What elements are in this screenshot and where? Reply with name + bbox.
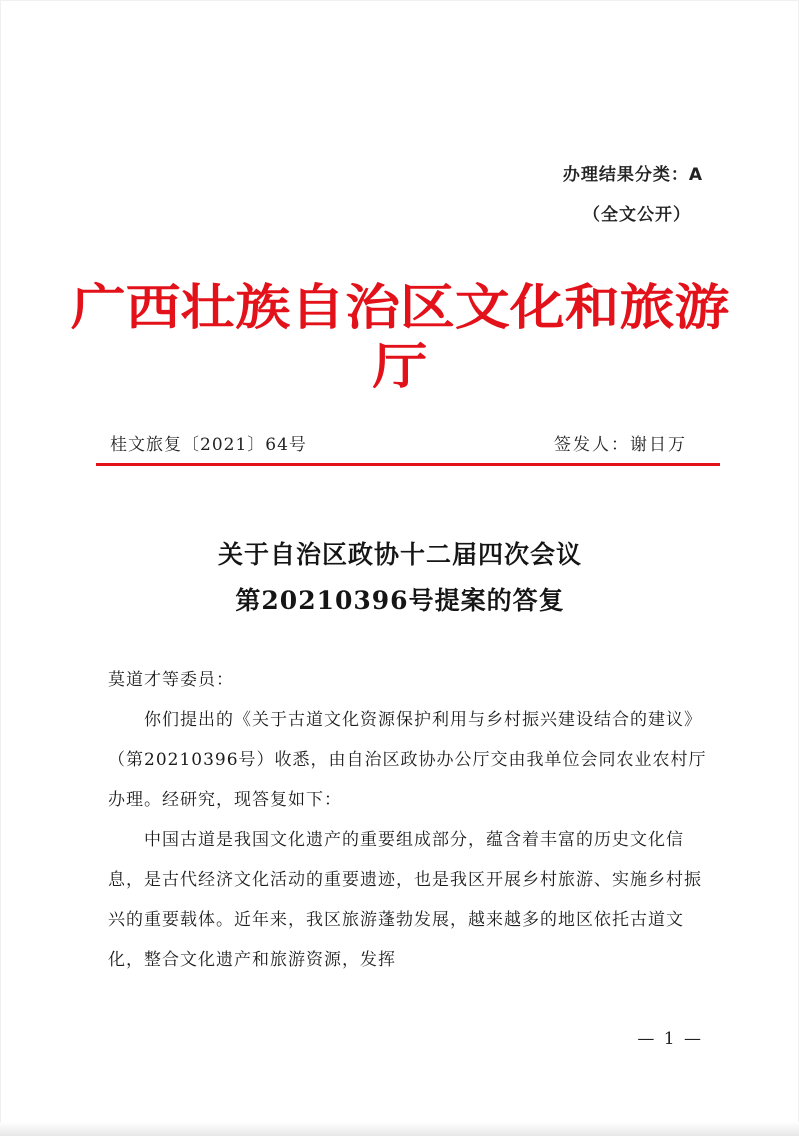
salutation: 莫道才等委员： — [108, 670, 234, 690]
document-body — [108, 660, 708, 980]
result-category-label: 办理结果分类：A — [562, 165, 703, 185]
page-bottom-shadow — [0, 1122, 799, 1136]
organization-header: 广西壮族自治区文化和旅游厅 — [70, 278, 730, 395]
body-paragraph-1: 你们提出的《关于古道文化资源保护利用与乡村振兴建设结合的建议》（第20210396号）收悉，由自治区政协办公厅交由我单位会同农业农村厅办理。经研究，现答复如下： — [108, 710, 707, 810]
body-paragraph-2: 中国古道是我国文化遗产的重要组成部分，蕴含着丰富的历史文化信息，是古代经济文化活动的重要遗迹，也是我区开展乡村旅游、实施乡村振兴的重要载体。近年来，我区旅游蓬勃发展，越来越多的地区依托古道文化，整合文化遗产和旅游资源，发挥 — [108, 830, 702, 970]
header-divider — [96, 463, 720, 466]
document-number: 桂文旅复〔2021〕64号 — [110, 435, 307, 455]
signer: 签发人：谢日万 — [554, 435, 687, 455]
document-title — [100, 532, 700, 624]
disclosure-label: （全文公开） — [583, 205, 691, 225]
page-number: — 1 — — [637, 1029, 703, 1049]
title-line-2: 第20210396号提案的答复 — [235, 586, 565, 615]
title-line-1: 关于自治区政协十二届四次会议 — [217, 540, 582, 569]
